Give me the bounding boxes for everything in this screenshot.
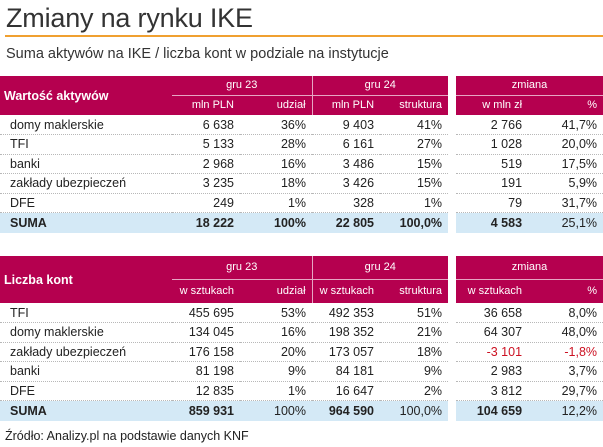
- table-cell: 8,0%: [528, 303, 603, 323]
- sum-label: SUMA: [0, 213, 172, 233]
- column-header: struktura: [380, 95, 448, 115]
- table-cell: 21%: [380, 323, 448, 343]
- table-row: [0, 174, 603, 194]
- table-cell: 2 983: [456, 362, 528, 382]
- source-note: Źródło: Analizy.pl na podstawie danych KNF: [5, 429, 249, 443]
- row-label: DFE: [0, 193, 172, 213]
- row-label: zakłady ubezpieczeń: [0, 174, 172, 194]
- table-cell: 3 426: [312, 174, 380, 194]
- assets-table: [0, 76, 603, 233]
- table-cell: 27%: [380, 135, 448, 155]
- table-cell: 1%: [240, 193, 312, 213]
- table-cell: 6 638: [172, 115, 240, 135]
- table-cell: 176 158: [172, 342, 240, 362]
- column-header: w sztukach: [456, 279, 528, 303]
- table-row: [0, 154, 603, 174]
- assets-header-groups: [0, 76, 603, 95]
- row-label: banki: [0, 154, 172, 174]
- accounts-group-gru24: gru 24: [312, 256, 448, 279]
- table-cell: 84 181: [312, 362, 380, 382]
- table-cell: 18%: [380, 342, 448, 362]
- table-cell: 18%: [240, 174, 312, 194]
- column-header: udział: [240, 279, 312, 303]
- page-subtitle: Suma aktywów na IKE / liczba kont w podziale na instytucje: [6, 46, 389, 62]
- table-cell: 104 659: [456, 401, 528, 421]
- table-cell: 492 353: [312, 303, 380, 323]
- accounts-group-change: zmiana: [456, 256, 603, 279]
- table-cell: 81 198: [172, 362, 240, 382]
- table-cell: 20%: [240, 342, 312, 362]
- table-cell: 1%: [380, 193, 448, 213]
- table-cell: 15%: [380, 154, 448, 174]
- table-row: [0, 342, 603, 362]
- table-row: [0, 115, 603, 135]
- table-cell: 134 045: [172, 323, 240, 343]
- column-header: struktura: [380, 279, 448, 303]
- table-cell: 41,7%: [528, 115, 603, 135]
- row-label: zakłady ubezpieczeń: [0, 342, 172, 362]
- table-cell: 5 133: [172, 135, 240, 155]
- table-cell: 198 352: [312, 323, 380, 343]
- column-header: mln PLN: [312, 95, 380, 115]
- table-cell: 36%: [240, 115, 312, 135]
- table-cell: 191: [456, 174, 528, 194]
- table-cell: 9%: [380, 362, 448, 382]
- title-divider: [5, 35, 603, 37]
- table-row: [0, 135, 603, 155]
- table-cell: 16 647: [312, 381, 380, 401]
- column-header: udział: [240, 95, 312, 115]
- table-cell: 41%: [380, 115, 448, 135]
- table-cell: 51%: [380, 303, 448, 323]
- accounts-group-gru23: gru 23: [172, 256, 312, 279]
- table-cell: 859 931: [172, 401, 240, 421]
- table-row: [0, 381, 603, 401]
- column-header: %: [528, 279, 603, 303]
- table-cell: 5,9%: [528, 174, 603, 194]
- page-title: Zmiany na rynku IKE: [6, 3, 253, 33]
- column-header: mln PLN: [172, 95, 240, 115]
- table-cell: 173 057: [312, 342, 380, 362]
- negative-cell: -3 101: [456, 342, 528, 362]
- table-cell: 16%: [240, 154, 312, 174]
- table-cell: 31,7%: [528, 193, 603, 213]
- table-cell: 6 161: [312, 135, 380, 155]
- table-cell: 15%: [380, 174, 448, 194]
- assets-group-gru24: gru 24: [312, 76, 448, 95]
- row-label: domy maklerskie: [0, 323, 172, 343]
- assets-group-change: zmiana: [456, 76, 603, 95]
- sum-label: SUMA: [0, 401, 172, 421]
- table-cell: 3 486: [312, 154, 380, 174]
- table-cell: 17,5%: [528, 154, 603, 174]
- table-cell: 2%: [380, 381, 448, 401]
- accounts-label: Liczba kont: [0, 256, 172, 303]
- table-cell: 12 835: [172, 381, 240, 401]
- table-cell: 1%: [240, 381, 312, 401]
- accounts-table: [0, 256, 603, 421]
- row-label: domy maklerskie: [0, 115, 172, 135]
- row-label: TFI: [0, 303, 172, 323]
- row-label: banki: [0, 362, 172, 382]
- table-cell: 100%: [240, 401, 312, 421]
- table-cell: 455 695: [172, 303, 240, 323]
- table-cell: 2 968: [172, 154, 240, 174]
- table-cell: 25,1%: [528, 213, 603, 233]
- negative-cell: -1,8%: [528, 342, 603, 362]
- table-row: [0, 193, 603, 213]
- table-cell: 249: [172, 193, 240, 213]
- table-cell: 29,7%: [528, 381, 603, 401]
- table-cell: 64 307: [456, 323, 528, 343]
- table-cell: 20,0%: [528, 135, 603, 155]
- column-header: %: [528, 95, 603, 115]
- table-cell: 22 805: [312, 213, 380, 233]
- table-cell: 48,0%: [528, 323, 603, 343]
- table-cell: 9%: [240, 362, 312, 382]
- row-label: TFI: [0, 135, 172, 155]
- table-cell: 16%: [240, 323, 312, 343]
- table-cell: 3 812: [456, 381, 528, 401]
- column-header: w sztukach: [172, 279, 240, 303]
- table-cell: 79: [456, 193, 528, 213]
- table-cell: 964 590: [312, 401, 380, 421]
- table-cell: 28%: [240, 135, 312, 155]
- column-header: w mln zł: [456, 95, 528, 115]
- row-label: DFE: [0, 381, 172, 401]
- assets-label: Wartość aktywów: [0, 76, 172, 115]
- table-cell: 1 028: [456, 135, 528, 155]
- table-cell: 3 235: [172, 174, 240, 194]
- table-row: [0, 303, 603, 323]
- table-row: [0, 323, 603, 343]
- table-row: [0, 362, 603, 382]
- table-cell: 3,7%: [528, 362, 603, 382]
- table-cell: 328: [312, 193, 380, 213]
- table-cell: 100,0%: [380, 213, 448, 233]
- column-header: w sztukach: [312, 279, 380, 303]
- table-cell: 9 403: [312, 115, 380, 135]
- accounts-header-groups: [0, 256, 603, 279]
- assets-group-gru23: gru 23: [172, 76, 312, 95]
- table-cell: 100,0%: [380, 401, 448, 421]
- table-cell: 4 583: [456, 213, 528, 233]
- table-cell: 36 658: [456, 303, 528, 323]
- table-cell: 100%: [240, 213, 312, 233]
- sum-row: [0, 401, 603, 421]
- table-cell: 12,2%: [528, 401, 603, 421]
- table-cell: 18 222: [172, 213, 240, 233]
- table-cell: 519: [456, 154, 528, 174]
- sum-row: [0, 213, 603, 233]
- table-cell: 2 766: [456, 115, 528, 135]
- table-cell: 53%: [240, 303, 312, 323]
